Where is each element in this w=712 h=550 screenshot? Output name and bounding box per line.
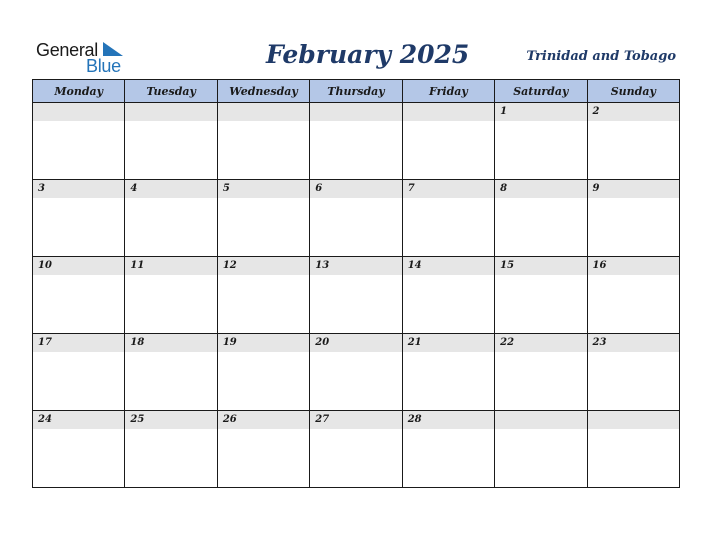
day-number: 4 bbox=[125, 180, 216, 198]
day-cell[interactable] bbox=[402, 103, 494, 180]
day-cell[interactable] bbox=[587, 257, 679, 334]
day-notes-area bbox=[218, 121, 309, 179]
generalblue-logo bbox=[36, 40, 136, 74]
day-cell[interactable] bbox=[402, 180, 494, 257]
week-row bbox=[33, 411, 680, 488]
day-cell[interactable] bbox=[587, 180, 679, 257]
day-notes-area bbox=[218, 429, 309, 487]
day-cell[interactable] bbox=[310, 180, 402, 257]
day-notes-area bbox=[125, 352, 216, 410]
day-cell[interactable] bbox=[217, 103, 309, 180]
day-cell[interactable] bbox=[33, 411, 125, 488]
day-notes-area bbox=[218, 275, 309, 333]
day-number: 25 bbox=[125, 411, 216, 429]
day-cell[interactable] bbox=[402, 334, 494, 411]
day-number: 6 bbox=[310, 180, 401, 198]
weekday-monday: Monday bbox=[33, 80, 125, 103]
day-number bbox=[588, 411, 679, 429]
day-number: 15 bbox=[495, 257, 586, 275]
day-cell[interactable] bbox=[495, 257, 587, 334]
day-notes-area bbox=[588, 352, 679, 410]
day-cell[interactable] bbox=[217, 257, 309, 334]
logo-text-general: General bbox=[36, 40, 98, 60]
day-notes-area bbox=[33, 198, 124, 256]
day-number: 17 bbox=[33, 334, 124, 352]
day-notes-area bbox=[310, 275, 401, 333]
day-number: 7 bbox=[403, 180, 494, 198]
day-number bbox=[310, 103, 401, 121]
day-number: 16 bbox=[588, 257, 679, 275]
day-cell[interactable] bbox=[125, 180, 217, 257]
day-number: 28 bbox=[403, 411, 494, 429]
day-number: 8 bbox=[495, 180, 586, 198]
day-number: 3 bbox=[33, 180, 124, 198]
day-cell[interactable] bbox=[33, 257, 125, 334]
day-cell[interactable] bbox=[310, 334, 402, 411]
day-number: 13 bbox=[310, 257, 401, 275]
day-number bbox=[218, 103, 309, 121]
day-notes-area bbox=[218, 352, 309, 410]
day-cell[interactable] bbox=[402, 411, 494, 488]
day-number: 5 bbox=[218, 180, 309, 198]
day-notes-area bbox=[495, 275, 586, 333]
day-notes-area bbox=[403, 352, 494, 410]
day-number bbox=[403, 103, 494, 121]
day-cell[interactable] bbox=[495, 180, 587, 257]
day-cell[interactable] bbox=[125, 103, 217, 180]
day-cell[interactable] bbox=[33, 334, 125, 411]
day-cell[interactable] bbox=[33, 103, 125, 180]
day-cell[interactable] bbox=[587, 411, 679, 488]
day-number bbox=[33, 103, 124, 121]
day-cell[interactable] bbox=[587, 334, 679, 411]
weekday-friday: Friday bbox=[402, 80, 494, 103]
day-notes-area bbox=[125, 198, 216, 256]
day-cell[interactable] bbox=[310, 411, 402, 488]
week-row bbox=[33, 334, 680, 411]
day-notes-area bbox=[403, 275, 494, 333]
day-number: 14 bbox=[403, 257, 494, 275]
day-notes-area bbox=[218, 198, 309, 256]
day-cell[interactable] bbox=[402, 257, 494, 334]
day-cell[interactable] bbox=[125, 257, 217, 334]
day-number: 27 bbox=[310, 411, 401, 429]
calendar-grid bbox=[32, 79, 680, 488]
weekday-header-row bbox=[33, 80, 680, 103]
day-cell[interactable] bbox=[310, 257, 402, 334]
day-number: 23 bbox=[588, 334, 679, 352]
week-row bbox=[33, 257, 680, 334]
day-cell[interactable] bbox=[495, 103, 587, 180]
day-notes-area bbox=[33, 352, 124, 410]
day-notes-area bbox=[33, 429, 124, 487]
day-number: 19 bbox=[218, 334, 309, 352]
day-notes-area bbox=[403, 121, 494, 179]
day-notes-area bbox=[125, 429, 216, 487]
day-number: 26 bbox=[218, 411, 309, 429]
day-number: 22 bbox=[495, 334, 586, 352]
weekday-saturday: Saturday bbox=[495, 80, 587, 103]
week-row bbox=[33, 180, 680, 257]
day-notes-area bbox=[403, 198, 494, 256]
day-cell[interactable] bbox=[495, 334, 587, 411]
day-notes-area bbox=[310, 429, 401, 487]
day-cell[interactable] bbox=[217, 180, 309, 257]
day-cell[interactable] bbox=[125, 334, 217, 411]
day-number: 11 bbox=[125, 257, 216, 275]
day-cell[interactable] bbox=[217, 334, 309, 411]
week-row bbox=[33, 103, 680, 180]
day-cell[interactable] bbox=[33, 180, 125, 257]
day-number bbox=[495, 411, 586, 429]
weekday-wednesday: Wednesday bbox=[217, 80, 309, 103]
day-number bbox=[125, 103, 216, 121]
day-number: 10 bbox=[33, 257, 124, 275]
day-notes-area bbox=[310, 198, 401, 256]
logo-text-blue: Blue bbox=[86, 56, 121, 76]
logo-triangle-icon bbox=[99, 42, 123, 56]
day-notes-area bbox=[33, 121, 124, 179]
day-number: 18 bbox=[125, 334, 216, 352]
day-notes-area bbox=[125, 121, 216, 179]
day-notes-area bbox=[125, 275, 216, 333]
day-notes-area bbox=[588, 121, 679, 179]
day-number: 9 bbox=[588, 180, 679, 198]
day-number: 24 bbox=[33, 411, 124, 429]
day-notes-area bbox=[588, 429, 679, 487]
day-notes-area bbox=[495, 198, 586, 256]
day-cell[interactable] bbox=[125, 411, 217, 488]
day-cell[interactable] bbox=[495, 411, 587, 488]
day-notes-area bbox=[310, 121, 401, 179]
day-number: 2 bbox=[588, 103, 679, 121]
day-notes-area bbox=[495, 352, 586, 410]
day-number: 12 bbox=[218, 257, 309, 275]
day-cell[interactable] bbox=[310, 103, 402, 180]
day-notes-area bbox=[33, 275, 124, 333]
month-title: February 2025 bbox=[266, 40, 470, 69]
country-name: Trinidad and Tobago bbox=[526, 49, 676, 64]
day-number: 1 bbox=[495, 103, 586, 121]
weekday-tuesday: Tuesday bbox=[125, 80, 217, 103]
weekday-sunday: Sunday bbox=[587, 80, 679, 103]
day-notes-area bbox=[310, 352, 401, 410]
day-notes-area bbox=[495, 429, 586, 487]
day-number: 20 bbox=[310, 334, 401, 352]
day-notes-area bbox=[588, 275, 679, 333]
day-cell[interactable] bbox=[217, 411, 309, 488]
day-number: 21 bbox=[403, 334, 494, 352]
weekday-thursday: Thursday bbox=[310, 80, 402, 103]
day-notes-area bbox=[495, 121, 586, 179]
day-notes-area bbox=[403, 429, 494, 487]
day-cell[interactable] bbox=[587, 103, 679, 180]
day-notes-area bbox=[588, 198, 679, 256]
